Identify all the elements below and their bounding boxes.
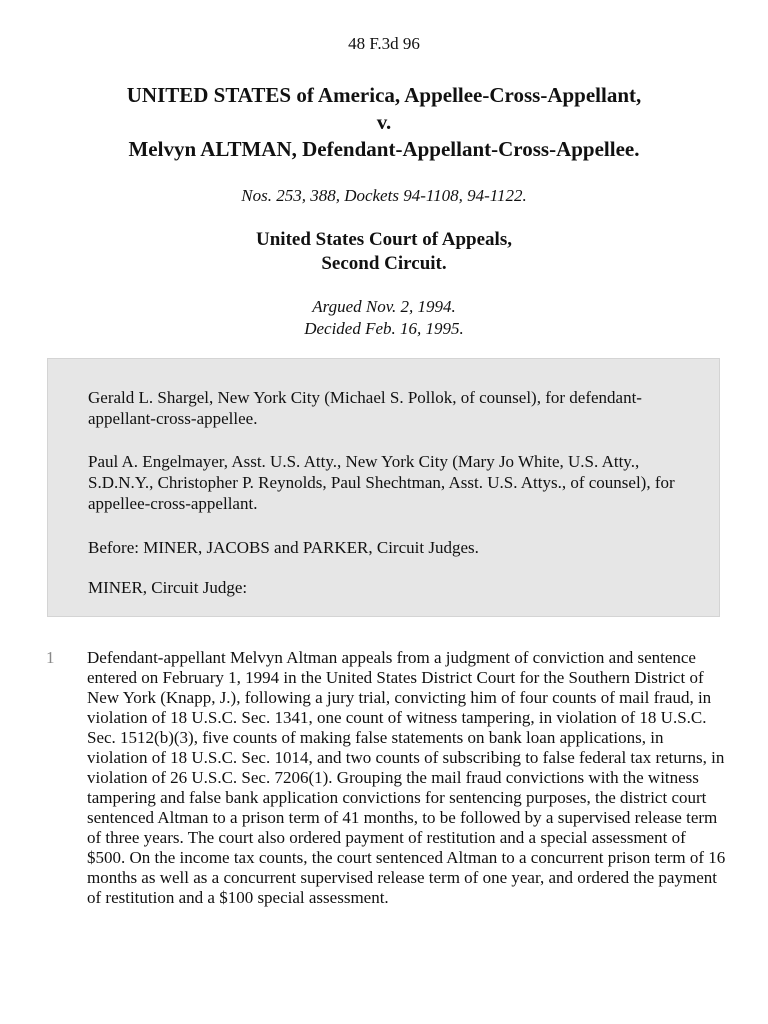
- case-dates: [0, 296, 768, 340]
- opinion-paragraph: Defendant-appellant Melvyn Altman appeals from a judgment of conviction and sentence entered on February 1, 1994 in the United States District Court for the Southern District of New York (Knapp, J.), following a jury trial, convicting him of four counts of mail fraud, in violation of 18 U.S.C. Sec. 1341, one count of witness tampering, in violation of 18 U.S.C. Sec. 1512(b)(3), five counts of making false statements on bank loan applications, in violation of 18 U.S.C. Sec. 1014, and two counts of subscribing to false federal tax returns, in violation of 26 U.S.C. Sec. 7206(1). Grouping the mail fraud convictions with the witness tampering and false bank application convictions for sentencing purposes, the district court sentenced Altman to a prison term of 41 months, to be followed by a supervised release term of three years. The court also ordered payment of restitution and a special assessment of $500. On the income tax counts, the court sentenced Altman to a concurrent prison term of 16 months as well as a concurrent supervised release term of one year, and ordered the payment of restitution and a $100 special assessment.: [87, 648, 726, 907]
- argued-date: Argued Nov. 2, 1994.: [312, 297, 456, 316]
- appellee-counsel: Paul A. Engelmayer, Asst. U.S. Atty., New York City (Mary Jo White, U.S. Atty., S.D.N.Y., Christopher P. Reynolds, Paul Shechtman, Asst. U.S. Attys., of counsel), for appellee-cross-appellant.: [88, 452, 675, 513]
- court-name-line1: United States Court of Appeals,: [256, 229, 512, 250]
- decided-date: Decided Feb. 16, 1995.: [304, 319, 464, 338]
- caption-versus: v.: [376, 110, 392, 134]
- court-name: [0, 228, 768, 276]
- docket-numbers: Nos. 253, 388, Dockets 94-1108, 94-1122.: [241, 186, 527, 205]
- caption-appellant: Melvyn ALTMAN, Defendant-Appellant-Cross-Appellee.: [128, 137, 640, 161]
- caption-appellee: UNITED STATES of America, Appellee-Cross-Appellant,: [126, 83, 642, 107]
- opinion-author: MINER, Circuit Judge:: [88, 578, 248, 597]
- panel-judges: Before: MINER, JACOBS and PARKER, Circuit Judges.: [88, 538, 479, 557]
- case-caption: [0, 82, 768, 163]
- appellant-counsel: Gerald L. Shargel, New York City (Michael S. Pollok, of counsel), for defendant-appellant-cross-appellee.: [88, 388, 642, 428]
- paragraph-number: 1: [46, 648, 55, 667]
- case-citation: 48 F.3d 96: [348, 34, 420, 53]
- counsel-panel: [47, 358, 720, 617]
- court-name-line2: Second Circuit.: [321, 253, 447, 274]
